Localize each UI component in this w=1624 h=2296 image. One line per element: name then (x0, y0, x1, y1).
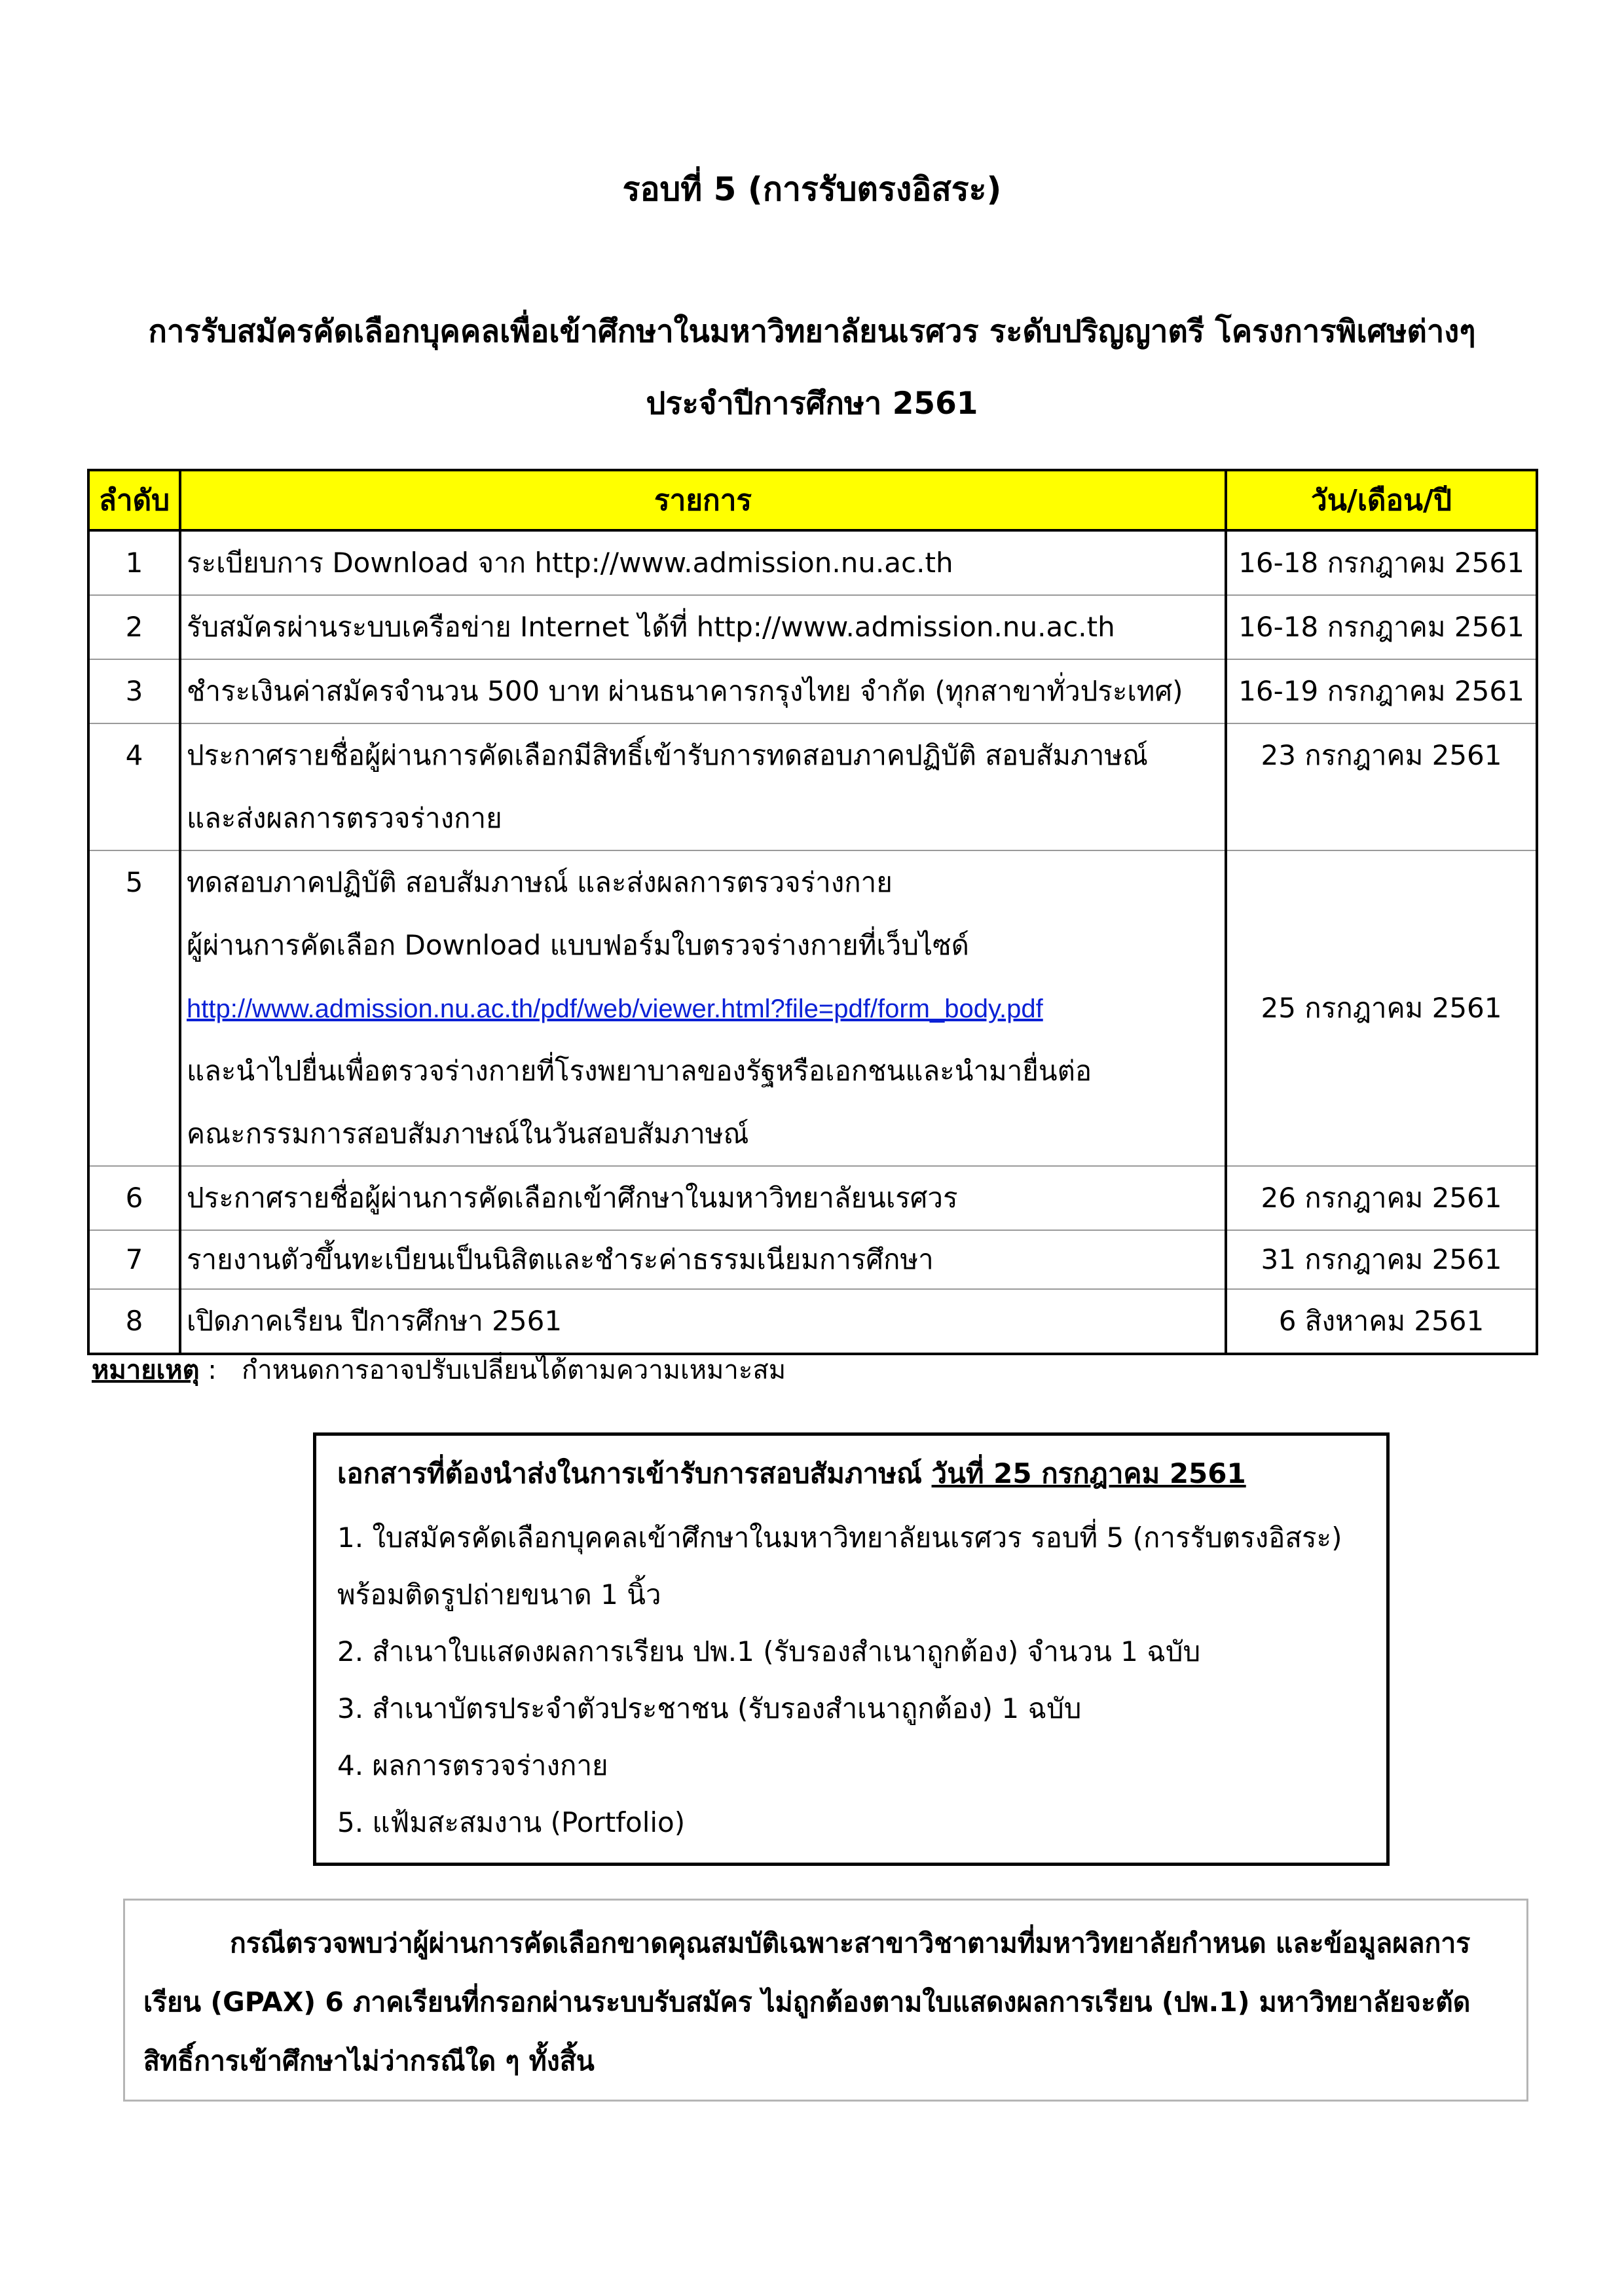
row-number-text: 4 (125, 739, 143, 771)
row-item-text: ประกาศรายชื่อผู้ผ่านการคัดเลือกมีสิทธิ์เข้ารับการทดสอบภาคปฏิบัติ สอบสัมภาษณ์ (187, 739, 1148, 771)
schedule-table (87, 469, 1538, 1355)
row-date (1226, 659, 1537, 723)
row-item (180, 530, 1226, 595)
page-subtitle: การรับสมัครคัดเลือกบุคคลเพื่อเข้าศึกษาในมหาวิทยาลัยนเรศวร ระดับปริญญาตรี โครงการพิเศษต่างๆ (148, 314, 1476, 350)
page-title: รอบที่ 5 (การรับตรงอิสระ) (622, 170, 1002, 208)
row-number-text: 2 (125, 611, 143, 643)
row-number-text: 1 (125, 547, 143, 579)
row-date (1226, 1166, 1537, 1230)
row-item (180, 723, 1226, 850)
header-date: วัน/เดือน/ปี (1226, 470, 1537, 530)
row-item (180, 1289, 1226, 1354)
row-item-text: และนำไปยื่นเพื่อตรวจร่างกายที่โรงพยาบาลของรัฐหรือเอกชนและนำมายื่นต่อ (187, 1055, 1092, 1087)
row-date-text: 16-19 กรกฎาคม 2561 (1238, 675, 1524, 707)
table-row (88, 530, 1537, 595)
row-item-text: เปิดภาคเรียน ปีการศึกษา 2561 (187, 1305, 563, 1337)
warning-line: สิทธิ์การเข้าศึกษาไม่ว่ากรณีใด ๆ ทั้งสิ้น (143, 2045, 595, 2077)
row-item (180, 595, 1226, 659)
table-row (88, 850, 1537, 1166)
row-item-text: รายงานตัวขึ้นทะเบียนเป็นนิสิตและชำระค่าธรรมเนียมการศึกษา (187, 1243, 934, 1275)
table-row (88, 1166, 1537, 1230)
note-separator: : (199, 1355, 242, 1385)
table-row (88, 723, 1537, 850)
row-number-text: 7 (125, 1243, 143, 1275)
schedule-note (92, 1349, 786, 1391)
form-download-link[interactable]: http://www.admission.nu.ac.th/pdf/web/viewer.html?file=pdf/form_body.pdf (187, 994, 1043, 1023)
document-item: 2. สำเนาใบแสดงผลการเรียน ปพ.1 (รับรองสำเนาถูกต้อง) จำนวน 1 ฉบับ (337, 1635, 1201, 1667)
document-item: พร้อมติดรูปถ่ายขนาด 1 นิ้ว (337, 1578, 661, 1611)
row-date-text: 23 กรกฎาคม 2561 (1261, 739, 1502, 771)
interview-date: วันที่ 25 กรกฎาคม 2561 (931, 1457, 1246, 1489)
row-date (1226, 850, 1537, 1166)
row-number (88, 723, 180, 850)
row-date-text: 16-18 กรกฎาคม 2561 (1238, 547, 1524, 579)
note-label: หมายเหตุ (92, 1355, 200, 1385)
row-number-text: 5 (125, 866, 143, 898)
required-documents-box (313, 1432, 1390, 1866)
header-item: รายการ (180, 470, 1226, 530)
documents-title (337, 1450, 1386, 1509)
academic-year: ประจำปีการศึกษา 2561 (646, 386, 978, 422)
row-item (180, 659, 1226, 723)
row-date (1226, 723, 1537, 850)
row-item-text: และส่งผลการตรวจร่างกาย (187, 802, 502, 834)
eligibility-warning-box (123, 1899, 1528, 2102)
row-number-text: 8 (125, 1305, 143, 1337)
table-header-row (88, 470, 1537, 530)
row-item-text: ระเบียบการ Download จาก http://www.admission.nu.ac.th (187, 547, 953, 579)
row-item-text: ประกาศรายชื่อผู้ผ่านการคัดเลือกเข้าศึกษาในมหาวิทยาลัยนเรศวร (187, 1182, 958, 1214)
row-number-text: 6 (125, 1182, 143, 1214)
table-row (88, 595, 1537, 659)
row-item-text: ชำระเงินค่าสมัครจำนวน 500 บาท ผ่านธนาคารกรุงไทย จำกัด (ทุกสาขาทั่วประเทศ) (187, 675, 1183, 707)
row-date (1226, 1289, 1537, 1354)
document-item: 5. แฟ้มสะสมงาน (Portfolio) (337, 1806, 686, 1838)
row-date (1226, 1230, 1537, 1289)
row-item-text: ผู้ผ่านการคัดเลือก Download แบบฟอร์มใบตรวจร่างกายที่เว็บไซด์ (187, 929, 969, 961)
note-text: กำหนดการอาจปรับเปลี่ยนได้ตามความเหมาะสม (242, 1355, 786, 1385)
row-number (88, 850, 180, 1166)
row-date (1226, 530, 1537, 595)
document-item: 4. ผลการตรวจร่างกาย (337, 1749, 608, 1781)
document-item: 3. สำเนาบัตรประจำตัวประชาชน (รับรองสำเนาถูกต้อง) 1 ฉบับ (337, 1692, 1082, 1724)
row-item-text: คณะกรรมการสอบสัมภาษณ์ในวันสอบสัมภาษณ์ (187, 1118, 749, 1150)
row-date-text: 16-18 กรกฎาคม 2561 (1238, 611, 1524, 643)
row-number (88, 1230, 180, 1289)
row-date (1226, 595, 1537, 659)
row-date-text: 25 กรกฎาคม 2561 (1261, 992, 1502, 1024)
header-number: ลำดับ (88, 470, 180, 530)
documents-title-text: เอกสารที่ต้องนำส่งในการเข้ารับการสอบสัมภาษณ์ (337, 1457, 932, 1489)
row-number (88, 659, 180, 723)
row-item (180, 1166, 1226, 1230)
table-row (88, 1230, 1537, 1289)
row-number (88, 530, 180, 595)
row-number (88, 1166, 180, 1230)
row-item-text: รับสมัครผ่านระบบเครือข่าย Internet ได้ที่ http://www.admission.nu.ac.th (187, 611, 1115, 643)
row-number-text: 3 (125, 675, 143, 707)
table-row (88, 1289, 1537, 1354)
document-item: 1. ใบสมัครคัดเลือกบุคคลเข้าศึกษาในมหาวิทยาลัยนเรศวร รอบที่ 5 (การรับตรงอิสระ) (337, 1522, 1342, 1554)
row-date-text: 6 สิงหาคม 2561 (1278, 1305, 1485, 1337)
table-row (88, 659, 1537, 723)
row-number (88, 595, 180, 659)
warning-line: เรียน (GPAX) 6 ภาคเรียนที่กรอกผ่านระบบรับสมัคร ไม่ถูกต้องตามใบแสดงผลการเรียน (ปพ.1) มหาวิทยาลัยจะตัด (143, 1986, 1471, 2018)
warning-line: กรณีตรวจพบว่าผู้ผ่านการคัดเลือกขาดคุณสมบัติเฉพาะสาขาวิชาตามที่มหาวิทยาลัยกำหนด และข้อมูลผลการ (230, 1927, 1471, 1959)
row-item (180, 850, 1226, 1166)
row-item-text: ทดสอบภาคปฏิบัติ สอบสัมภาษณ์ และส่งผลการตรวจร่างกาย (187, 866, 893, 898)
row-date-text: 31 กรกฎาคม 2561 (1261, 1243, 1502, 1275)
row-number (88, 1289, 180, 1354)
row-item (180, 1230, 1226, 1289)
row-date-text: 26 กรกฎาคม 2561 (1261, 1182, 1502, 1214)
